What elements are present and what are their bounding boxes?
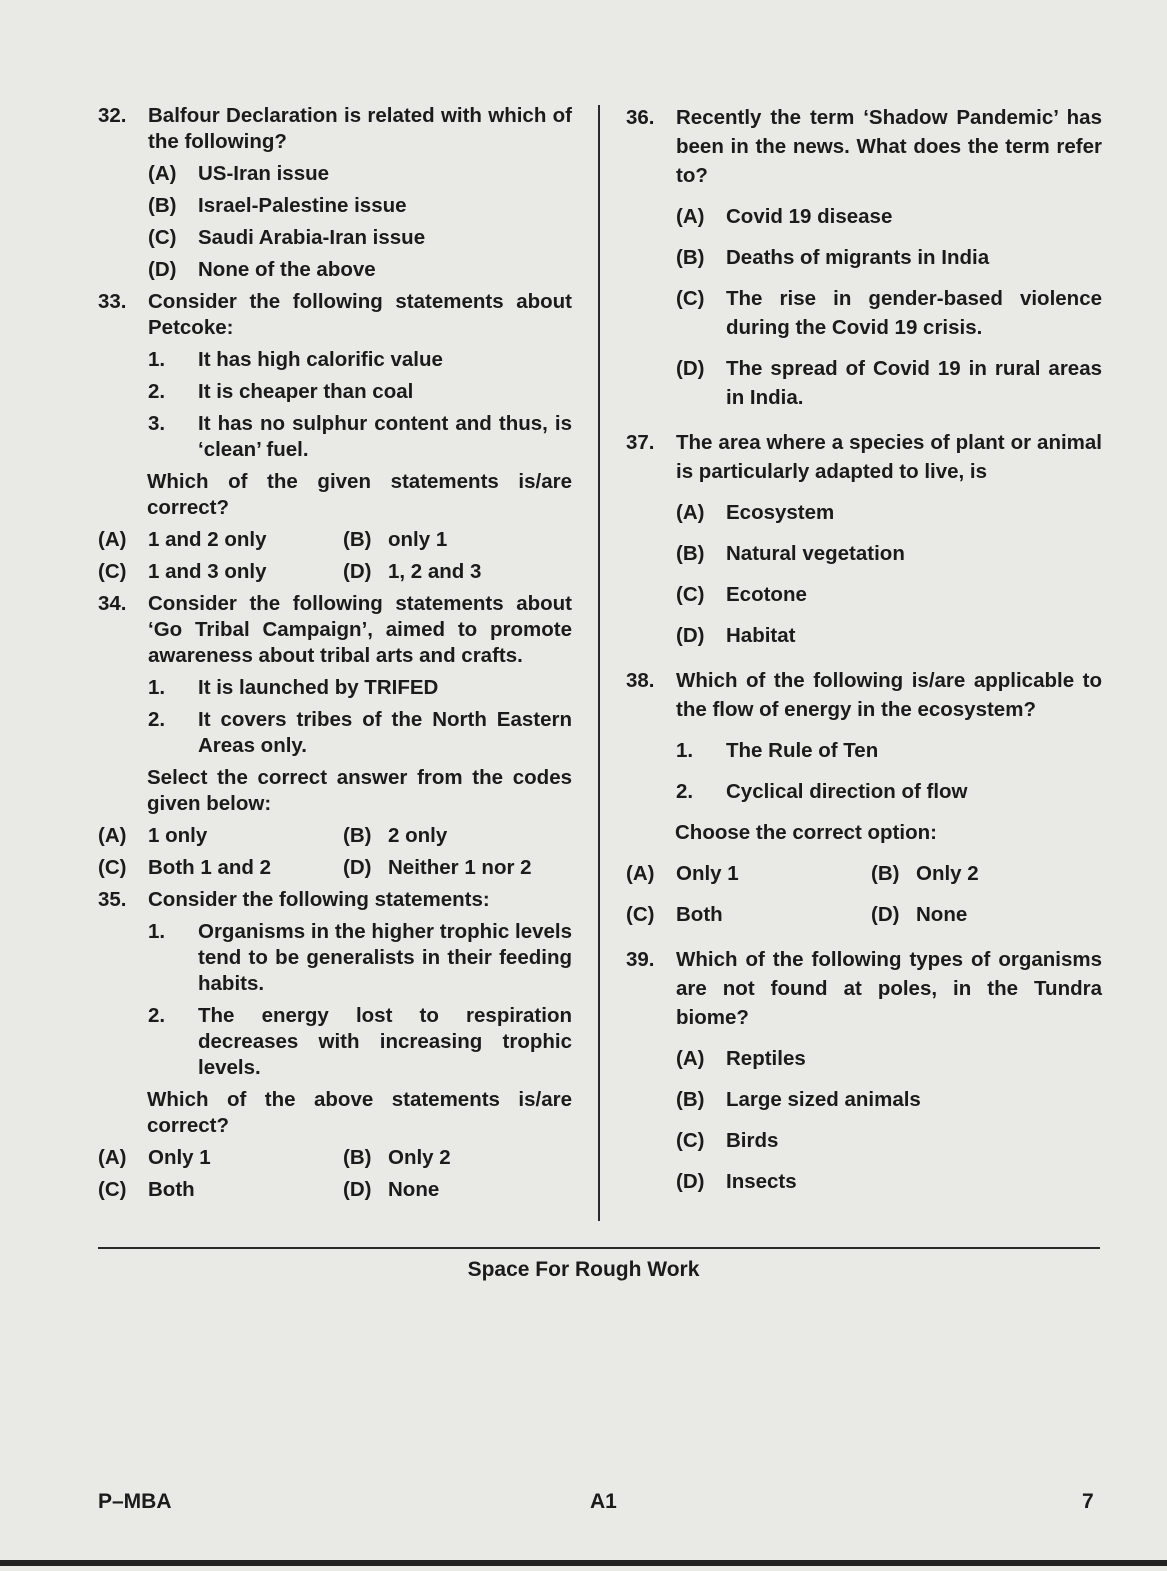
option [98,1145,343,1171]
option [98,855,343,881]
question-number: 35. [98,888,127,911]
question [98,591,572,881]
question [98,103,572,283]
statement-number: 2. [148,380,166,403]
option [343,855,532,881]
question-number: 39. [626,948,655,971]
page-number: 7 [1082,1490,1094,1513]
option [148,193,572,219]
statement-text: It is launched by TRIFED [198,676,439,699]
option-text: US-Iran issue [198,162,330,185]
question-text: Consider the following statements about Petcoke: [148,290,572,339]
question-text: Which of the following is/are applicable to the flow of energy in the ecosystem? [676,669,1102,721]
option-row [626,900,1102,929]
footer-code: P–MBA [98,1490,172,1513]
option-label: (C) [148,226,177,249]
option-label: (D) [148,258,177,281]
option [676,284,1102,342]
option-label: (B) [676,1088,705,1111]
option-text: only 1 [388,528,448,551]
question [626,103,1102,412]
option [871,859,979,888]
option [98,823,343,849]
option-label: (D) [343,856,372,879]
option [676,1044,1102,1073]
option-text: Birds [726,1129,779,1152]
question-number: 34. [98,592,127,615]
option [676,498,1102,527]
option-label: (B) [676,542,705,565]
option [676,243,1102,272]
statement-number: 2. [148,1004,166,1027]
statement [148,379,572,405]
statement-number: 3. [148,412,166,435]
option-text: Ecotone [726,583,807,606]
option-label: (C) [98,560,127,583]
statement-text: It covers tribes of the North Eastern Areas only. [198,708,572,757]
option-text: 1 only [148,824,208,847]
option-label: (B) [676,246,705,269]
statement-number: 1. [676,739,694,762]
option-text: Reptiles [726,1047,806,1070]
option-label: (D) [676,357,705,380]
option-row [98,823,572,849]
statement-number: 2. [148,708,166,731]
statement [148,411,572,463]
question-text: Consider the following statements about ‘Go Tribal Campaign’, aimed to promote awareness about tribal arts and crafts. [148,592,572,667]
option [676,1085,1102,1114]
question [626,945,1102,1196]
option [343,527,447,553]
option-row [98,855,572,881]
option-text: Insects [726,1170,797,1193]
option-text: 1 and 3 only [148,560,267,583]
bottom-border [0,1560,1167,1566]
option-text: Natural vegetation [726,542,905,565]
statement-text: It has no sulphur content and thus, is ‘clean’ fuel. [198,412,572,461]
option-label: (D) [676,1170,705,1193]
option [676,202,1102,231]
option-label: (B) [148,194,177,217]
statement [676,736,1102,765]
option-text: Ecosystem [726,501,835,524]
question [626,666,1102,929]
option [676,1167,1102,1196]
option-text: The rise in gender-based violence during the Covid 19 crisis. [726,287,1102,339]
question-number: 33. [98,290,127,313]
option [676,580,1102,609]
option-label: (C) [98,856,127,879]
option-text: Neither 1 nor 2 [388,856,532,879]
statement-number: 1. [148,920,166,943]
question-prompt: Which of the given statements is/are correct? [147,470,572,519]
statement-text: The energy lost to respiration decreases with increasing trophic levels. [198,1004,572,1079]
question-text: Balfour Declaration is related with which of the following? [148,104,572,153]
option-label: (A) [98,1146,127,1169]
option-row [98,1177,572,1203]
option-row [98,559,572,585]
option-text: None [388,1178,440,1201]
question-number: 37. [626,431,655,454]
option-label: (D) [343,560,372,583]
option-label: (C) [626,903,655,926]
statement-text: The Rule of Ten [726,739,879,762]
option-label: (B) [871,862,900,885]
question-prompt: Which of the above statements is/are correct? [147,1088,572,1137]
statement [148,675,572,701]
option-text: Deaths of migrants in India [726,246,990,269]
question-text: Consider the following statements: [148,888,490,911]
statement-text: It has high calorific value [198,348,443,371]
option [148,225,572,251]
footer-series: A1 [590,1490,617,1513]
option [676,1126,1102,1155]
option-text: 2 only [388,824,448,847]
option-text: 1, 2 and 3 [388,560,482,583]
section-divider [98,1247,1100,1249]
option-text: Saudi Arabia-Iran issue [198,226,426,249]
statement-text: It is cheaper than coal [198,380,414,403]
statement [148,1003,572,1081]
option [343,1145,451,1171]
option-label: (C) [676,583,705,606]
question-text: Recently the term ‘Shadow Pandemic’ has been in the news. What does the term refer to? [676,106,1102,187]
statement-number: 1. [148,676,166,699]
statement-number: 2. [676,780,694,803]
question-number: 38. [626,669,655,692]
statement [148,347,572,373]
option-label: (D) [871,903,900,926]
option-text: Large sized animals [726,1088,921,1111]
question-text: Which of the following types of organisms are not found at poles, in the Tundra biome? [676,948,1102,1029]
option-label: (B) [343,528,372,551]
option-text: Israel-Palestine issue [198,194,407,217]
option-text: The spread of Covid 19 in rural areas in India. [726,357,1102,409]
option-text: Only 1 [148,1146,211,1169]
question [98,887,572,1203]
option-label: (A) [626,862,655,885]
statement-text: Organisms in the higher trophic levels tend to be generalists in their feeding habits. [198,920,572,995]
option-label: (A) [98,528,127,551]
option-label: (B) [343,824,372,847]
option [676,621,1102,650]
option [148,161,572,187]
option-label: (C) [676,287,705,310]
option-text: Only 1 [676,862,739,885]
right-column [626,103,1102,1212]
question-prompt: Select the correct answer from the codes given below: [147,766,572,815]
option [98,559,343,585]
option-text: Only 2 [916,862,979,885]
option-text: Both [676,903,723,926]
option-row [98,527,572,553]
option-label: (C) [98,1178,127,1201]
option [626,859,871,888]
rough-work-heading: Space For Rough Work [467,1258,700,1281]
option-text: Both [148,1178,195,1201]
option [676,539,1102,568]
option [343,559,481,585]
question-prompt: Choose the correct option: [675,821,937,844]
question-number: 32. [98,104,127,127]
question-number: 36. [626,106,655,129]
option-label: (D) [343,1178,372,1201]
option-label: (A) [676,1047,705,1070]
option-text: 1 and 2 only [148,528,267,551]
option-label: (A) [676,205,705,228]
option-label: (A) [676,501,705,524]
option [148,257,572,283]
option [626,900,871,929]
question [626,428,1102,650]
option [343,1177,439,1203]
option-label: (C) [676,1129,705,1152]
option-text: Covid 19 disease [726,205,893,228]
statement [676,777,1102,806]
option-text: Habitat [726,624,796,647]
option-row [98,1145,572,1171]
column-divider [598,105,600,1221]
option-text: Both 1 and 2 [148,856,272,879]
option-label: (A) [98,824,127,847]
left-column [98,103,572,1209]
option-text: None of the above [198,258,376,281]
option-label: (B) [343,1146,372,1169]
question [98,289,572,585]
option-label: (A) [148,162,177,185]
statement-number: 1. [148,348,166,371]
option [98,1177,343,1203]
option [98,527,343,553]
option [676,354,1102,412]
option [343,823,447,849]
option [871,900,967,929]
option-label: (D) [676,624,705,647]
option-row [626,859,1102,888]
statement [148,707,572,759]
option-text: None [916,903,968,926]
statement [148,919,572,997]
question-text: The area where a species of plant or animal is particularly adapted to live, is [676,431,1102,483]
option-text: Only 2 [388,1146,451,1169]
statement-text: Cyclical direction of flow [726,780,968,803]
